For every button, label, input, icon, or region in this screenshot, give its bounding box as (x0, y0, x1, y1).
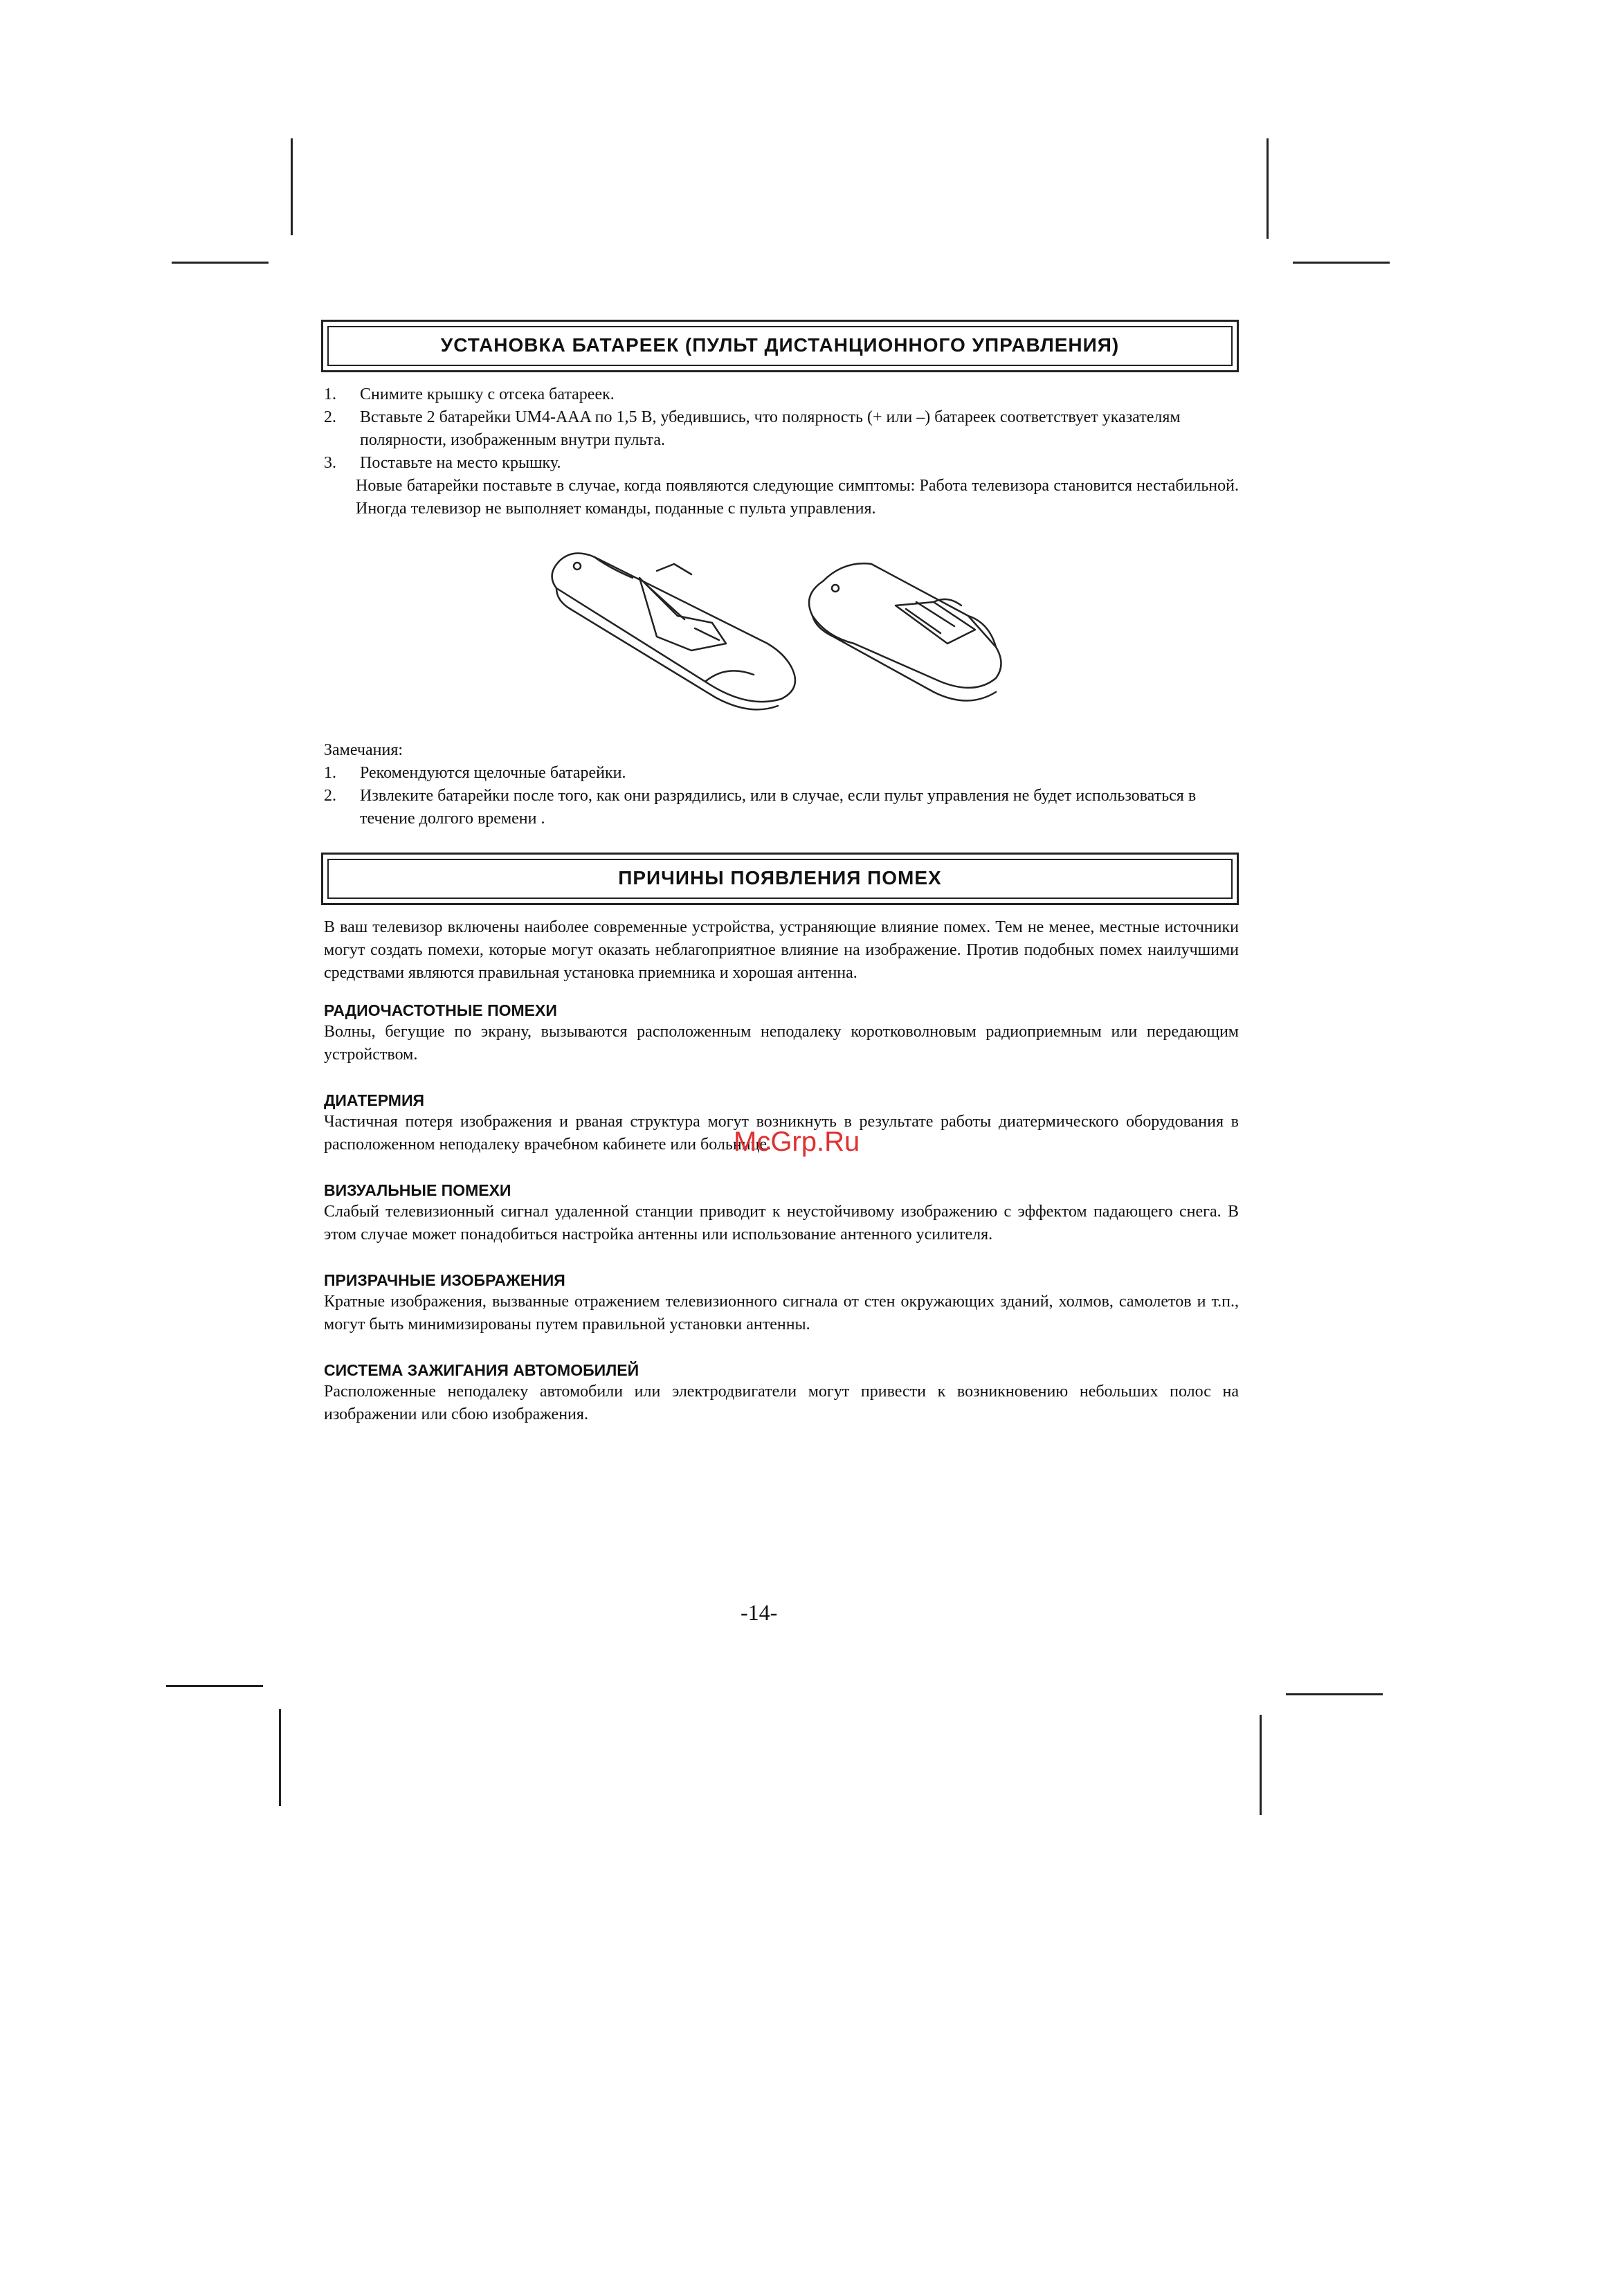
crop-mark (1260, 1715, 1262, 1815)
subsection-heading: ДИАТЕРМИЯ (324, 1091, 425, 1109)
notes-list (324, 762, 1239, 830)
replace-note: Новые батарейки поставьте в случае, когда появляются следующие симптомы: Работа телевизора становится нестабильной. Иногда телевизор не выполняет команды, поданные с пульта управления. (356, 477, 1239, 518)
subsection-text: Частичная потеря изображения и рваная структура могут возникнуть в результате работы диатермического оборудования в расположенном неподалеку врачебном кабинете или больнице. (324, 1113, 1239, 1154)
list-item (324, 785, 1239, 830)
crop-mark (279, 1709, 281, 1806)
battery-steps (324, 383, 1239, 475)
step-text: Вставьте 2 батарейки UM4-AAA по 1,5 В, убедившись, что полярность (+ или –) батареек соответствует указателям полярности, изображенным внутри пульта. (360, 408, 1181, 449)
section-title: ПРИЧИНЫ ПОЯВЛЕНИЯ ПОМЕХ (327, 859, 1233, 899)
step-text: Поставьте на место крышку. (360, 454, 561, 472)
subsection-text: Волны, бегущие по экрану, вызываются расположенным неподалеку коротковолновым радиоприемным или передающим устройством. (324, 1023, 1239, 1064)
section-title: УСТАНОВКА БАТАРЕЕК (ПУЛЬТ ДИСТАНЦИОННОГО УПРАВЛЕНИЯ) (327, 326, 1233, 366)
crop-mark (172, 262, 269, 264)
list-item (324, 762, 1239, 785)
note-text: Извлеките батарейки после того, как они разрядились, или в случае, если пульт управления не будет использоваться в течение долгого времени . (360, 787, 1197, 828)
step-number: 1. (324, 385, 336, 403)
page-number: -14- (741, 1600, 778, 1625)
crop-mark (1286, 1693, 1383, 1695)
step-number: 2. (324, 408, 336, 426)
notes-title: Замечания: (324, 741, 403, 759)
subsection-text: Расположенные неподалеку автомобили или электродвигатели могут привести к возникновению небольших полос на изображении или сбою изображения. (324, 1383, 1239, 1423)
section-title-box (321, 853, 1239, 905)
crop-mark (1293, 262, 1390, 264)
note-text: Рекомендуются щелочные батарейки. (360, 764, 626, 782)
step-number: 3. (324, 454, 336, 472)
subsection-text: Кратные изображения, вызванные отражением телевизионного сигнала от стен окружающих зданий, холмов, самолетов и т.п., могут быть минимизированы путем правильной установки антенны. (324, 1293, 1239, 1333)
note-number: 1. (324, 764, 336, 782)
step-text: Снимите крышку с отсека батареек. (360, 385, 615, 403)
note-number: 2. (324, 787, 336, 805)
watermark: McGrp.Ru (734, 1127, 860, 1157)
list-item (324, 383, 1239, 406)
intro-paragraph: В ваш телевизор включены наиболее современные устройства, устраняющие влияние помех. Тем не менее, местные источники могут создать помехи, которые могут оказать неблагоприятное влияние на изображение. Против подобных помех наилучшими средствами являются правильная установка приемника и хорошая антенна. (324, 918, 1239, 982)
crop-mark (166, 1685, 263, 1687)
subsection-text: Слабый телевизионный сигнал удаленной станции приводит к неустойчивому изображению с эффектом падающего снега. В этом случае может понадобиться настройка антенны или использование антенного усилителя. (324, 1203, 1239, 1243)
list-item (324, 452, 1239, 475)
subsection-heading: ПРИЗРАЧНЫЕ ИЗОБРАЖЕНИЯ (324, 1271, 565, 1289)
crop-mark (291, 138, 293, 235)
crop-mark (1266, 138, 1269, 239)
remote-control-illustration (518, 540, 1044, 727)
subsection-heading: СИСТЕМА ЗАЖИГАНИЯ АВТОМОБИЛЕЙ (324, 1361, 639, 1379)
section-title-box (321, 320, 1239, 372)
page-content (324, 320, 1239, 1426)
list-item (324, 406, 1239, 452)
subsection-heading: РАДИОЧАСТОТНЫЕ ПОМЕХИ (324, 1001, 557, 1019)
subsection-heading: ВИЗУАЛЬНЫЕ ПОМЕХИ (324, 1181, 511, 1199)
